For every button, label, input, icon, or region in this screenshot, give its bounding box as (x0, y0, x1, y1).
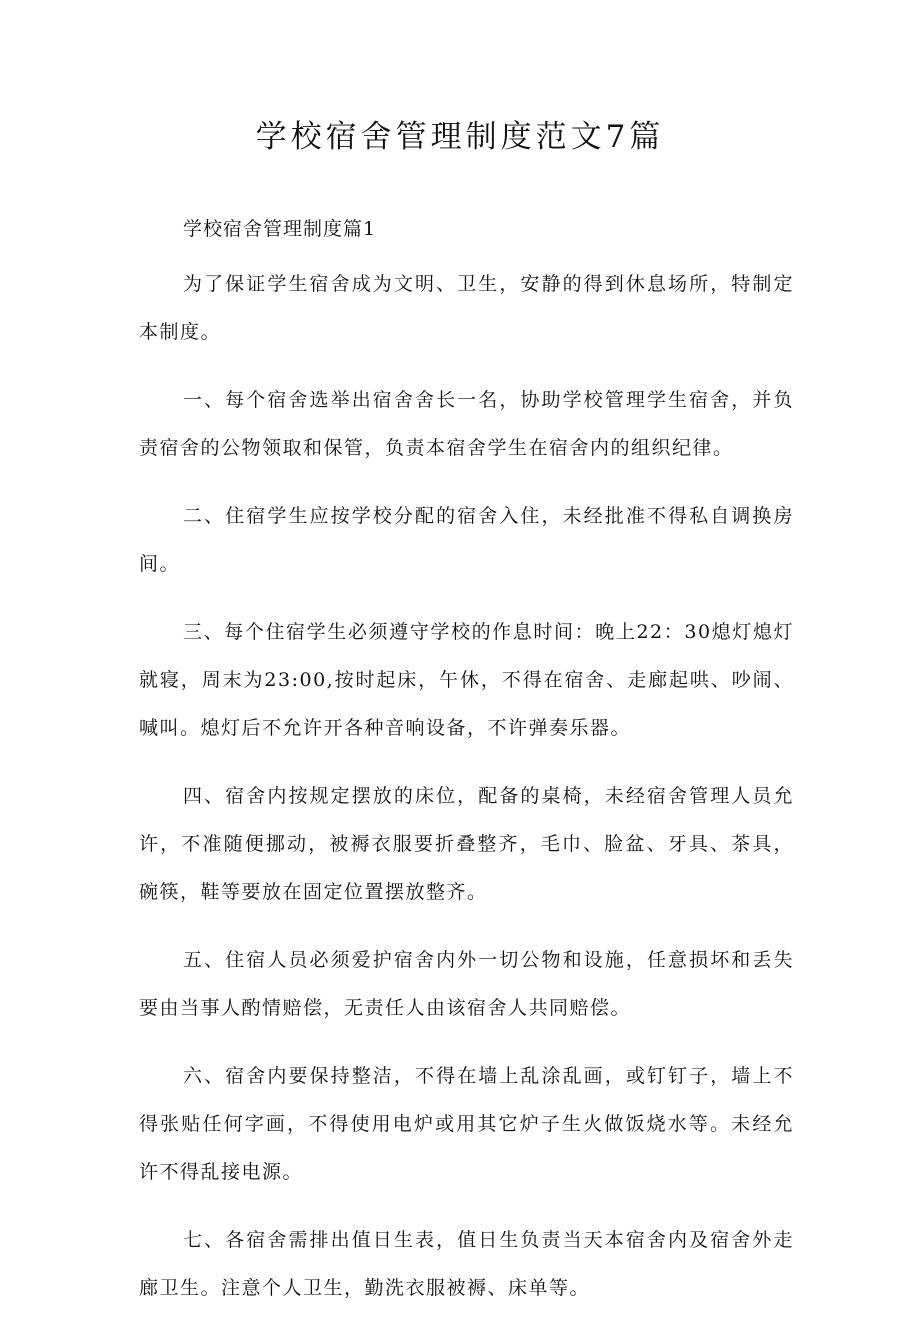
document-title: 学校宿舍管理制度范文7篇 (255, 119, 665, 155)
paragraph-rule-3: 三、每个住宿学生必须遵守学校的作息时间：晚上22：30熄灯熄灯就寝，周末为23:00,按时起床，午休，不得在宿舍、走廊起哄、吵闹、喊叫。熄灯后不允许开各种音响设备，不许弹奏乐器。 (139, 621, 794, 739)
section-heading: 学校宿舍管理制度篇1 (183, 218, 377, 240)
paragraph-rule-4: 四、宿舍内按规定摆放的床位，配备的桌椅，未经宿舍管理人员允许，不准随便挪动，被褥衣服要折叠整齐，毛巾、脸盆、牙具、茶具，碗筷，鞋等要放在固定位置摆放整齐。 (139, 785, 794, 903)
document-body (139, 260, 794, 1332)
paragraph-rule-2: 二、住宿学生应按学校分配的宿舍入住，未经批准不得私自调换房间。 (139, 505, 794, 575)
paragraph-rule-7: 七、各宿舍需排出值日生表，值日生负责当天本宿舍内及宿舍外走廊卫生。注意个人卫生，勤洗衣服被褥、床单等。 (139, 1229, 794, 1299)
paragraph-rule-6: 六、宿舍内要保持整洁，不得在墙上乱涂乱画，或钉钉子，墙上不得张贴任何字画，不得使用电炉或用其它炉子生火做饭烧水等。未经允许不得乱接电源。 (139, 1065, 794, 1183)
paragraph-rule-5: 五、住宿人员必须爱护宿舍内外一切公物和设施，任意损坏和丢失要由当事人酌情赔偿，无责任人由该宿舍人共同赔偿。 (139, 949, 794, 1019)
paragraph-intro: 为了保证学生宿舍成为文明、卫生，安静的得到休息场所，特制定本制度。 (139, 273, 794, 343)
paragraph-rule-1: 一、每个宿舍选举出宿舍舍长一名，协助学校管理学生宿舍，并负责宿舍的公物领取和保管，负责本宿舍学生在宿舍内的组织纪律。 (139, 389, 794, 459)
